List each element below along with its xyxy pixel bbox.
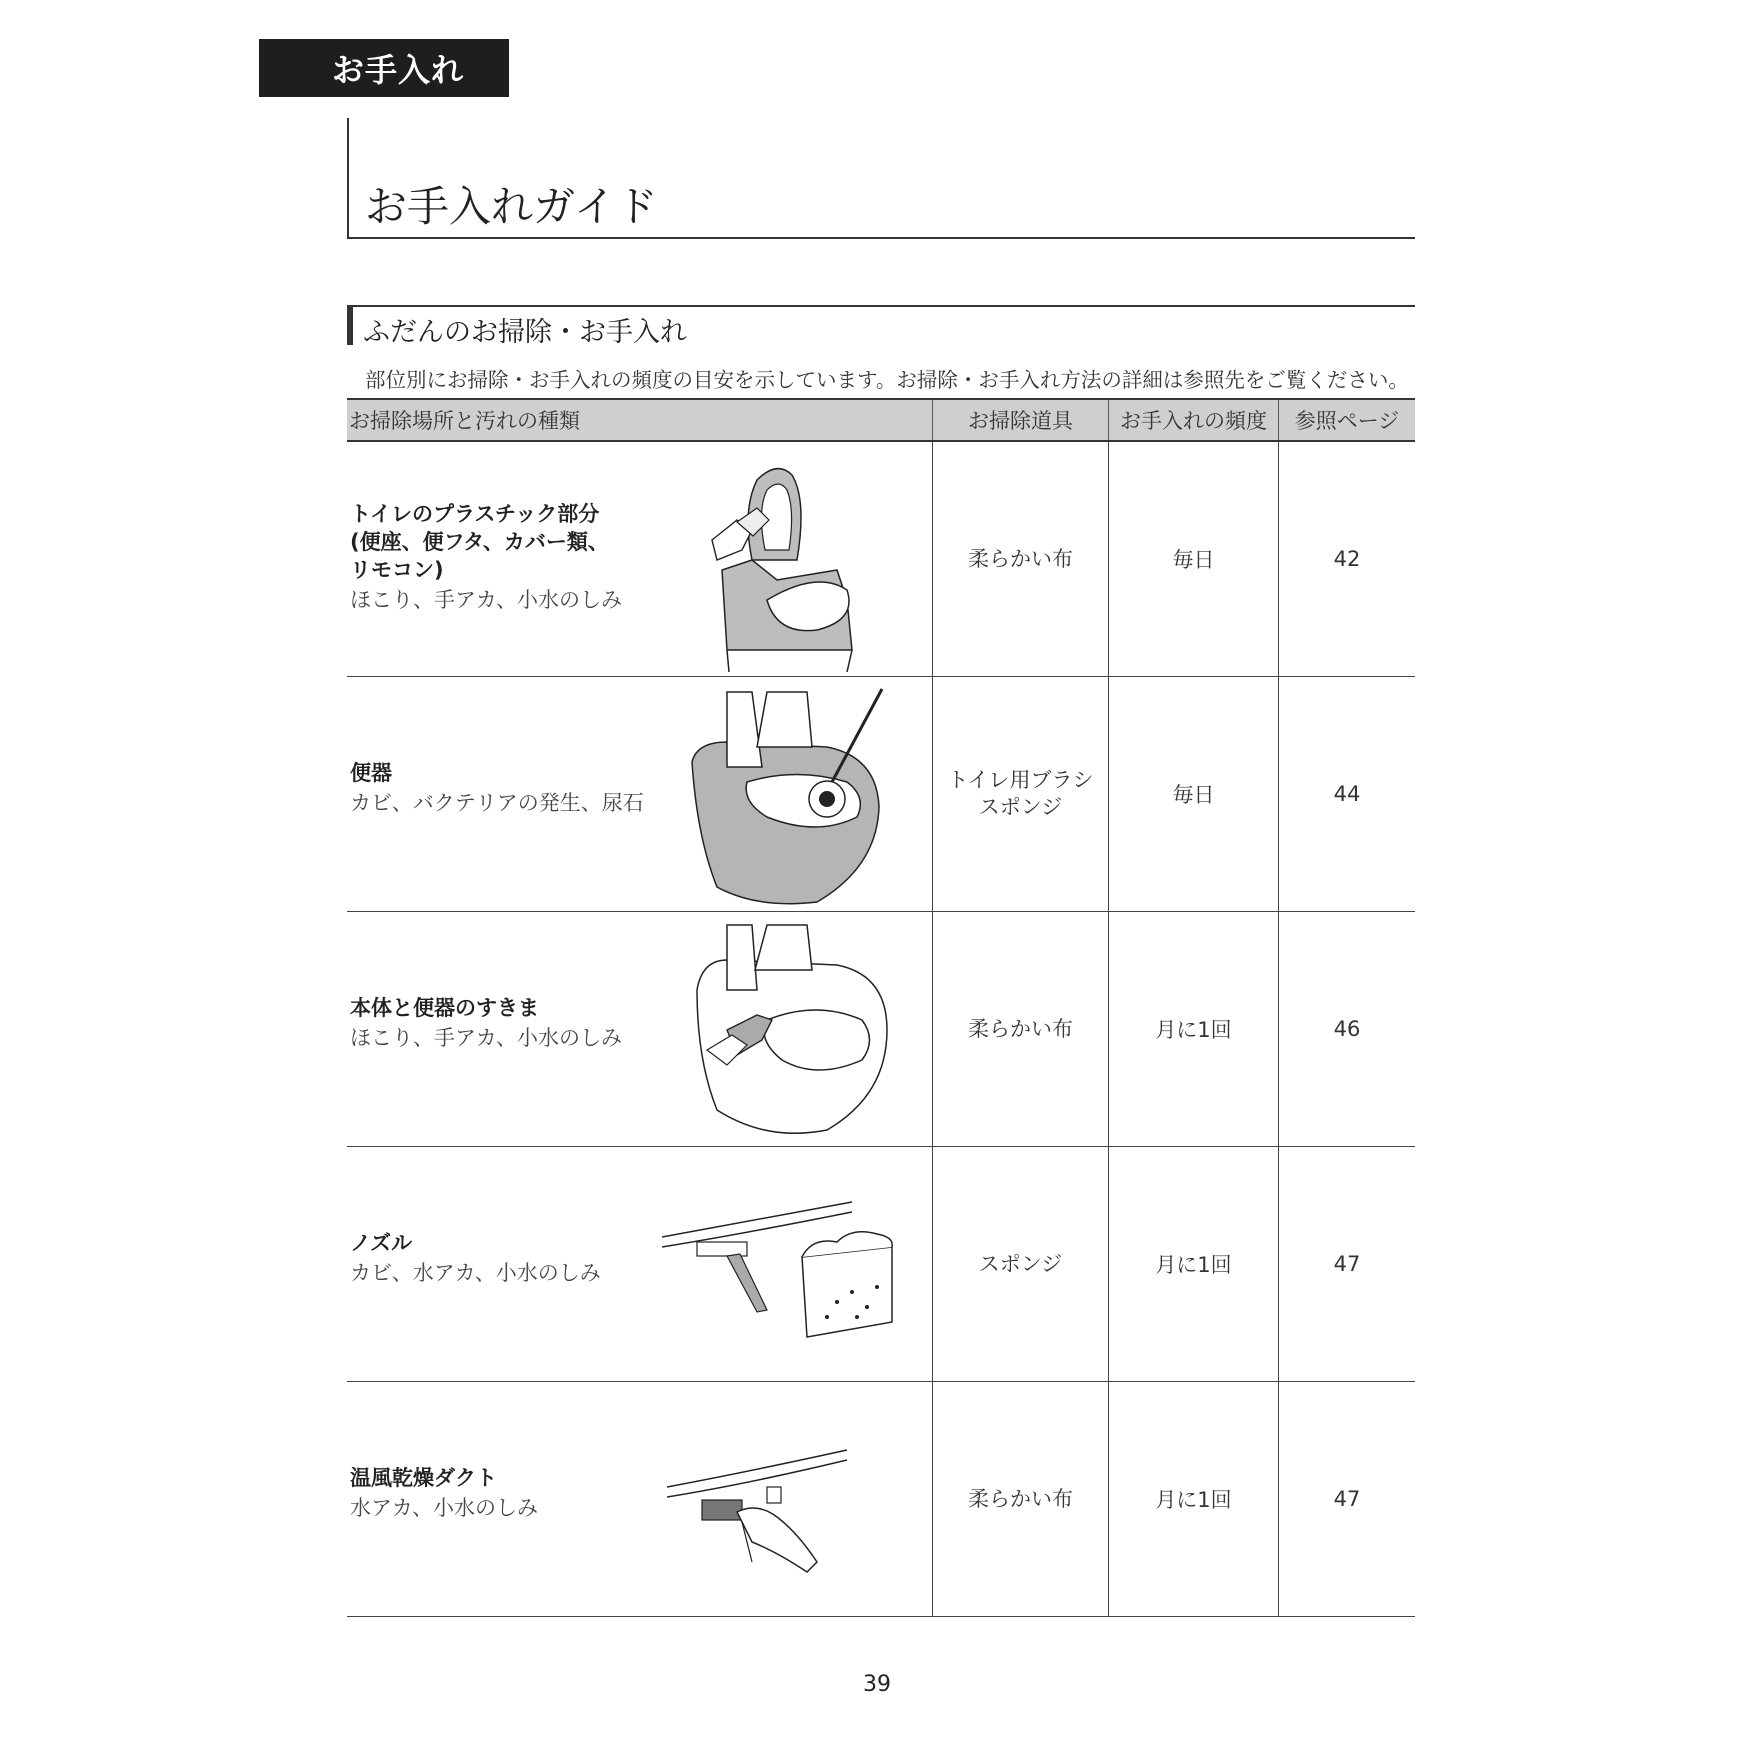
stain-type: 水アカ、小水のしみ [350, 1496, 538, 1520]
stain-type: ほこり、手アカ、小水のしみ [350, 588, 622, 612]
stain-type: カビ、水アカ、小水のしみ [350, 1261, 601, 1285]
location-desc [350, 759, 644, 817]
part-name: トイレのプラスチック部分 (便座、便フタ、カバー類、 リモコン) [350, 502, 609, 582]
page-number: 39 [863, 1672, 891, 1697]
tool-cell: 柔らかい布 [932, 442, 1108, 676]
header-frequency: お手入れの頻度 [1108, 400, 1278, 440]
location-desc [350, 500, 622, 614]
section-heading: ふだんのお掃除・お手入れ [363, 317, 687, 348]
section-intro: 部位別にお掃除・お手入れの頻度の目安を示しています。お掃除・お手入れ方法の詳細は参照先をご覧ください。 [365, 368, 1409, 392]
location-cell [347, 1382, 932, 1616]
tool-cell: 柔らかい布 [932, 1382, 1108, 1616]
reference-page-cell: 44 [1278, 677, 1415, 911]
wiping-gap-illustration [687, 920, 897, 1142]
table-row [347, 1147, 1415, 1382]
tool-cell: 柔らかい布 [932, 912, 1108, 1146]
table-row [347, 912, 1415, 1147]
section-tab-label: お手入れ [331, 51, 464, 89]
wiping-lid-illustration [697, 450, 877, 672]
stain-type: カビ、バクテリアの発生、尿石 [350, 791, 644, 815]
location-desc [350, 1464, 538, 1522]
location-cell [347, 677, 932, 911]
duct-wiping-illustration [667, 1442, 867, 1582]
table-row [347, 1382, 1415, 1617]
location-cell [347, 1147, 932, 1381]
header-location: お掃除場所と汚れの種類 [349, 409, 580, 433]
part-name: ノズル [350, 1231, 413, 1255]
part-name: 便器 [350, 761, 392, 785]
location-cell [347, 912, 932, 1146]
location-cell [347, 442, 932, 676]
frequency-cell: 月に1回 [1108, 1382, 1278, 1616]
tool-cell: スポンジ [932, 1147, 1108, 1381]
care-guide-table [347, 398, 1415, 1617]
location-desc [350, 1229, 601, 1287]
header-reference-page: 参照ページ [1278, 400, 1415, 440]
part-name: 本体と便器のすきま [350, 996, 539, 1020]
frequency-cell: 月に1回 [1108, 1147, 1278, 1381]
brushing-bowl-illustration [687, 687, 887, 909]
header-tool: お掃除道具 [932, 400, 1108, 440]
nozzle-sponge-illustration [662, 1192, 902, 1352]
section-bar [347, 307, 353, 345]
table-row [347, 677, 1415, 912]
reference-page-cell: 42 [1278, 442, 1415, 676]
table-header [347, 398, 1415, 442]
stain-type: ほこり、手アカ、小水のしみ [350, 1026, 622, 1050]
frequency-cell: 毎日 [1108, 442, 1278, 676]
title-block [347, 118, 1415, 239]
reference-page-cell: 47 [1278, 1382, 1415, 1616]
tool-cell: トイレ用ブラシ スポンジ [932, 677, 1108, 911]
table-row [347, 442, 1415, 677]
frequency-cell: 月に1回 [1108, 912, 1278, 1146]
page-title: お手入れガイド [365, 182, 658, 231]
section-rule [347, 305, 1415, 307]
frequency-cell: 毎日 [1108, 677, 1278, 911]
reference-page-cell: 46 [1278, 912, 1415, 1146]
reference-page-cell: 47 [1278, 1147, 1415, 1381]
location-desc [350, 994, 622, 1052]
part-name: 温風乾燥ダクト [350, 1466, 497, 1490]
section-tab [259, 39, 509, 97]
